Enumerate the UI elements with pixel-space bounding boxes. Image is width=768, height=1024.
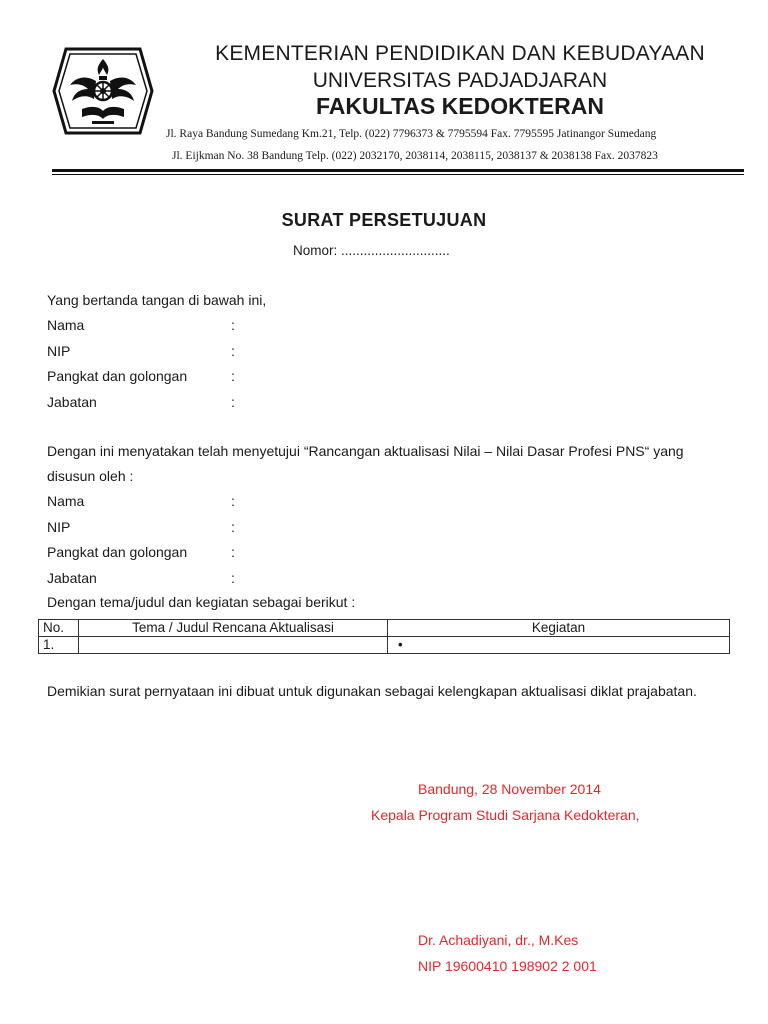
signer-position: Kepala Program Studi Sarjana Kedokteran, [371,807,640,823]
address-line-2: Jl. Eijkman No. 38 Bandung Telp. (022) 2032170, 2038114, 2038115, 2038137 & 2038138 Fax. 2037823 [172,150,658,162]
approval-statement: Dengan ini menyatakan telah menyetujui “Rancangan aktualisasi Nilai – Nilai Dasar Profesi PNS“ yang disusun oleh : [47,443,684,484]
row-no: 1. [39,637,79,654]
signer-name-colon: : [231,317,235,333]
letter-title: SURAT PERSETUJUAN [281,210,487,230]
author-name-colon: : [231,493,235,509]
signer-nip: NIP 19600410 198902 2 001 [418,958,597,974]
ministry-name: KEMENTERIAN PENDIDIKAN DAN KEBUDAYAAN [215,42,705,65]
author-rank-colon: : [231,544,235,560]
signer-name: Dr. Achadiyani, dr., M.Kes [418,932,579,948]
activity-table [38,619,730,654]
author-rank-label: Pangkat dan golongan [47,544,188,560]
university-name: UNIVERSITAS PADJADJARAN [312,69,608,92]
letterhead-rule-thick [52,169,744,172]
row-activity-bullet: • [388,637,730,654]
header-no: No. [39,620,79,637]
letter-number: Nomor: ............................. [293,243,450,258]
header-theme: Tema / Judul Rencana Aktualisasi [79,620,388,637]
author-nip-label: NIP [47,519,71,535]
signer-rank-label: Pangkat dan golongan [47,368,188,384]
author-position-label: Jabatan [47,570,97,586]
address-line-1: Jl. Raya Bandung Sumedang Km.21, Telp. (022) 7796373 & 7795594 Fax. 7795595 Jatinangor Sumedang [166,128,657,140]
table-header-row [39,620,730,637]
signer-name-label: Nama [47,317,85,333]
signer-nip-colon: : [231,343,235,359]
row-theme [79,637,388,654]
place-date: Bandung, 28 November 2014 [418,781,601,797]
letterhead-rule-thin [52,174,744,175]
university-logo-icon [52,45,154,137]
signer-position-label: Jabatan [47,394,97,410]
closing-statement: Demikian surat pernyataan ini dibuat untuk digunakan sebagai kelengkapan aktualisasi diklat prajabatan. [47,683,697,699]
signer-position-colon: : [231,394,235,410]
table-intro: Dengan tema/judul dan kegiatan sebagai berikut : [47,594,356,610]
signer-nip-label: NIP [47,343,71,359]
intro-text: Yang bertanda tangan di bawah ini, [47,292,267,308]
signer-rank-colon: : [231,368,235,384]
faculty-name: FAKULTAS KEDOKTERAN [316,93,604,119]
author-position-colon: : [231,570,235,586]
table-row [39,637,730,654]
header-activity: Kegiatan [388,620,730,637]
author-name-label: Nama [47,493,85,509]
author-nip-colon: : [231,519,235,535]
